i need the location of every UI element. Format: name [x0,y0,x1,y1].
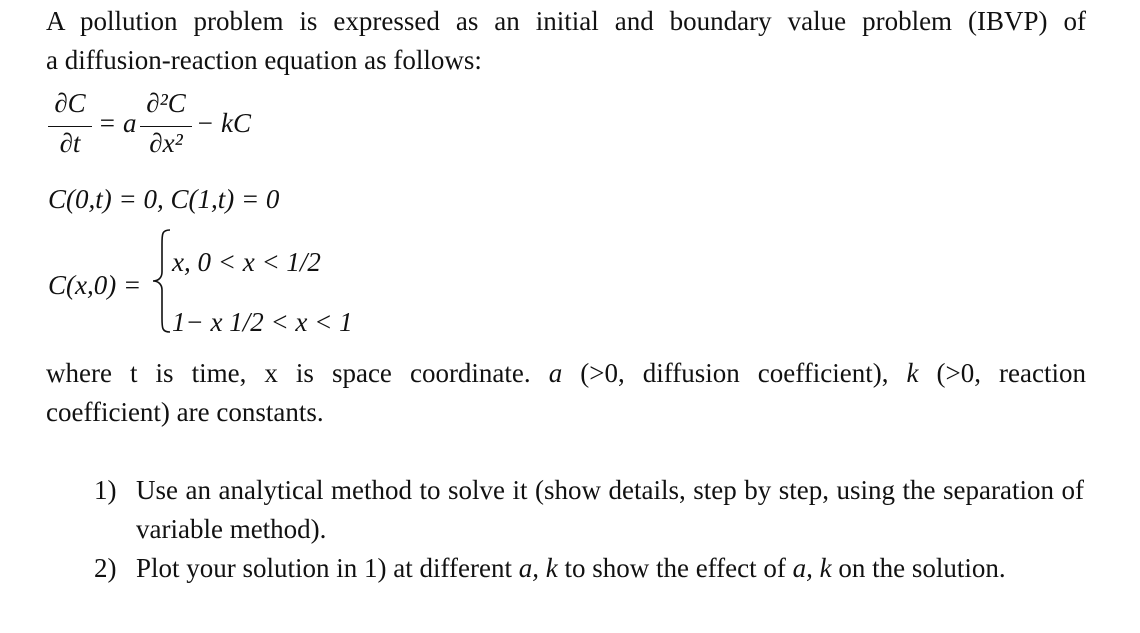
symbol-a: a, [792,553,813,583]
description-line-2: coefficient) are constants. [46,397,324,427]
pde-rhs-denominator: ∂x² [149,128,183,158]
symbol-k: k [545,553,558,583]
list-item-number: 2) [94,553,117,583]
pde-lhs-denominator: ∂t [59,128,81,158]
ic-lhs: C(x,0) = [48,270,142,300]
symbol-a: a [548,358,563,388]
pde-rhs-numerator: ∂²C [146,88,186,118]
curly-brace-icon [150,226,174,336]
intro-paragraph [46,2,1086,80]
list-item-number: 1) [94,475,117,505]
intro-line-1: A pollution problem is expressed as an initial and boundary value problem (IBVP) of [46,6,1086,36]
symbol-k: k [906,358,919,388]
space [813,553,820,583]
list-item [94,471,1084,549]
task-list [94,471,1084,588]
pde-equals-a: = a [98,108,137,138]
description-text-1: where t is time, x is space coordinate. [46,358,549,388]
pde-lhs-numerator: ∂C [54,88,86,118]
boundary-conditions: C(0,t) = 0, C(1,t) = 0 [48,184,280,214]
task2-text-1: Plot your solution in 1) at different [136,553,519,583]
task2-text-2: to show the effect of [557,553,793,583]
pde-reaction-term: − kC [196,108,251,138]
symbol-a: a, [518,553,539,583]
intro-line-2: a diffusion-reaction equation as follows: [46,45,482,75]
description-paragraph [46,354,1086,432]
description-line-1 [46,354,1086,393]
description-text-2: (>0, diffusion coefficient), [562,358,907,388]
description-text-3: (>0, reaction [918,358,1086,388]
list-item [94,549,1084,588]
list-item-text [136,549,1084,588]
symbol-k: k [819,553,832,583]
task2-text-3: on the solution. [831,553,1006,583]
space [539,553,546,583]
list-item-text: Use an analytical method to solve it (show details, step by step, using the separation of variable method). [136,475,1084,544]
ic-case-1: x, 0 < x < 1/2 [172,247,321,277]
ic-case-2: 1− x 1/2 < x < 1 [172,307,353,337]
